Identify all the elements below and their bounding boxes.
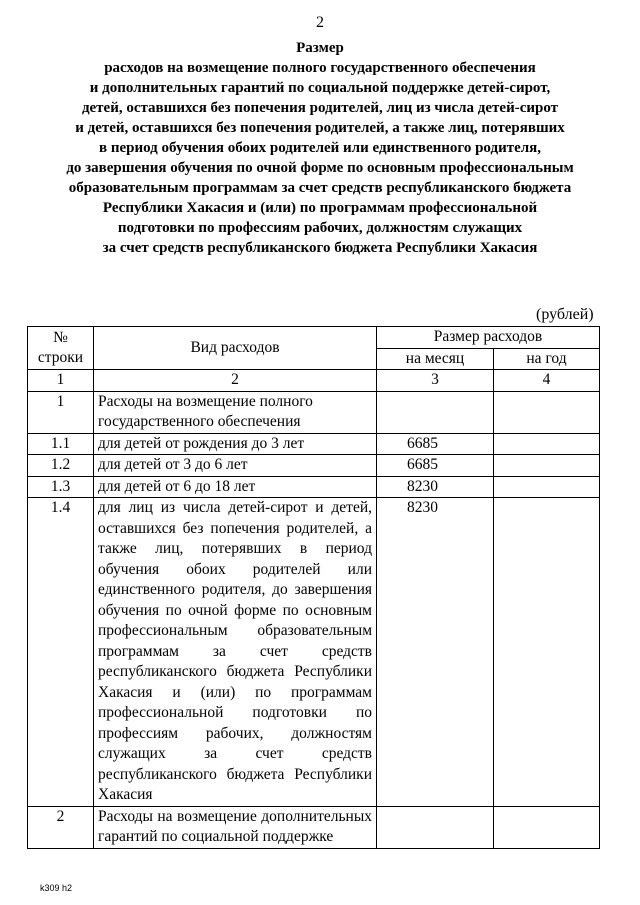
units-label: (рублей)	[536, 306, 594, 323]
title-line: подготовки по профессиям рабочих, должностям служащих	[117, 220, 523, 236]
row-description: для детей от 6 до 18 лет	[94, 476, 377, 498]
header-amount-group: Размер расходов	[377, 327, 600, 349]
column-number: 2	[94, 370, 377, 392]
title-line: Республики Хакасия и (или) по программам профессиональной	[102, 200, 538, 216]
row-description: Расходы на возмещение дополнительных гарантий по социальной поддержке	[94, 806, 377, 848]
row-year-value	[494, 433, 600, 455]
column-number: 3	[377, 370, 494, 392]
table-row	[28, 433, 600, 455]
column-number: 1	[28, 370, 94, 392]
row-description: Расходы на возмещение полного государственного обеспечения	[94, 391, 377, 433]
document-code: k309 h2	[40, 883, 73, 893]
title-line: расходов на возмещение полного государственного обеспечения	[104, 60, 536, 76]
row-number: 1.3	[28, 476, 94, 498]
row-month-value: 6685	[377, 455, 494, 477]
row-description: для лиц из числа детей-сирот и детей, оставшихся без попечения родителей, а также лиц, потерявших в период обучения обоих родителей или единственного родителя, до завершения обучения по очной форме по основным профессиональным образовательным программам за счет средств республиканского бюджета Республики Хакасия и (или) по программам профессиональной подготовки по профессиям рабочих, должностям служащих за счет средств республиканского бюджета Республики Хакасия	[94, 498, 377, 807]
row-number: 1.2	[28, 455, 94, 477]
header-row-number: № строки	[28, 327, 94, 370]
row-month-value: 6685	[377, 433, 494, 455]
row-year-value	[494, 476, 600, 498]
row-month-value	[377, 391, 494, 433]
title-line: и детей, оставшихся без попечения родителей, а также лиц, потерявших	[75, 120, 565, 136]
title-line: за счет средств республиканского бюджета Республики Хакасия	[102, 240, 538, 256]
row-year-value	[494, 391, 600, 433]
row-year-value	[494, 455, 600, 477]
table-row	[28, 806, 600, 848]
title-line: детей, оставшихся без попечения родителей, лиц из числа детей-сирот	[81, 100, 559, 116]
expenses-table	[27, 326, 600, 849]
row-description: для детей от рождения до 3 лет	[94, 433, 377, 455]
table-row	[28, 391, 600, 433]
table-row	[28, 498, 600, 807]
row-number: 1.1	[28, 433, 94, 455]
page-number: 2	[316, 14, 324, 31]
table-header-row	[28, 327, 600, 349]
title-line: образовательным программам за счет средств республиканского бюджета	[68, 180, 572, 196]
row-year-value	[494, 498, 600, 807]
row-number: 1.4	[28, 498, 94, 807]
row-year-value	[494, 806, 600, 848]
table-row	[28, 455, 600, 477]
title-line: и дополнительных гарантий по социальной поддержке детей-сирот,	[89, 80, 551, 96]
header-per-year: на год	[494, 348, 600, 370]
document-title	[20, 38, 620, 258]
title-line: до завершения обучения по очной форме по основным профессиональным	[66, 160, 574, 176]
column-numbers-row	[28, 370, 600, 392]
row-description: для детей от 3 до 6 лет	[94, 455, 377, 477]
row-month-value	[377, 806, 494, 848]
row-number: 1	[28, 391, 94, 433]
title-heading: Размер	[296, 40, 344, 56]
header-expense-type: Вид расходов	[94, 327, 377, 370]
table-row	[28, 476, 600, 498]
title-line: в период обучения обоих родителей или единственного родителя,	[98, 140, 542, 156]
row-month-value: 8230	[377, 498, 494, 807]
row-month-value: 8230	[377, 476, 494, 498]
header-per-month: на месяц	[377, 348, 494, 370]
column-number: 4	[494, 370, 600, 392]
row-number: 2	[28, 806, 94, 848]
